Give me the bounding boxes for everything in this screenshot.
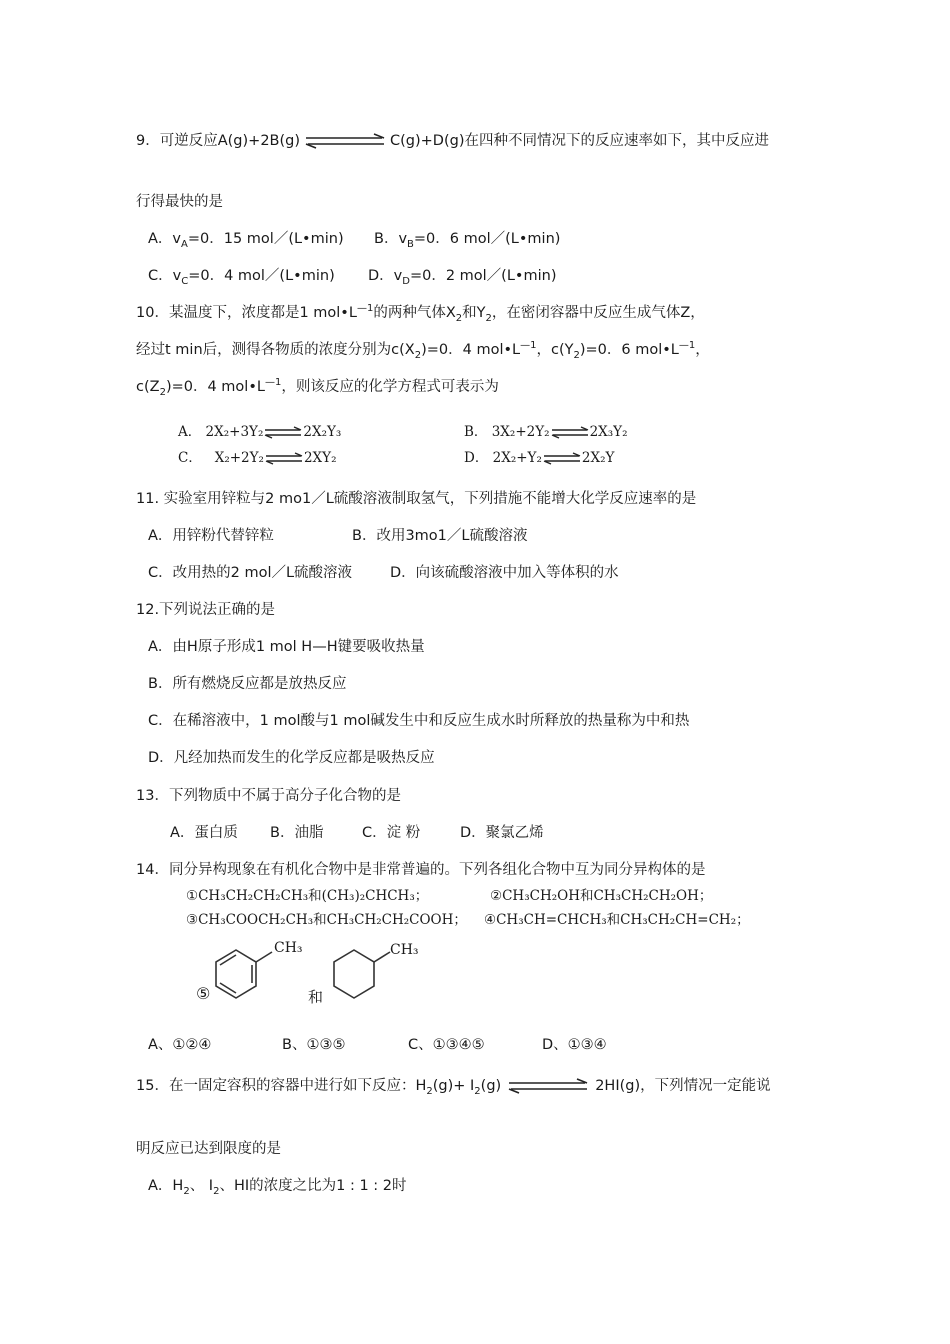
q14-item-2: ②CH₃CH₂OH和CH₃CH₂CH₂OH； [490,888,713,904]
q14-item-4: ④CH₃CH=CHCH₃和CH₃CH₂CH=CH₂； [484,912,750,928]
q10-stem-line1: 10．某温度下，浓度都是1 $mol•L^{—1}$的两种气体$X_2$和$Y_2$，在密闭容器中反应生成气体Z， [136,303,705,324]
q9-stem-continued: 行得最快的是 [136,194,223,210]
q15-stem-line: 15．在一固定容积的容器中进行如下反应：$H_2(g)+ I_2(g)$ 2HI(g)，下列情况一定能说 [136,1078,771,1097]
q14-item-5-number: ⑤ [196,984,211,1003]
equilibrium-arrow-icon [264,452,304,466]
q12-stem: 12.下列说法正确的是 [136,602,276,618]
q10-option-b: B． 3X₂+2Y₂ 2X₃Y₂ [464,424,628,440]
q9-number: 9． [136,133,160,149]
q12-option-c: C．在稀溶液中，1 mol酸与1 mol碱发生中和反应生成水时所释放的热量称为中和热 [148,713,690,729]
q14-option-d: D、①③④ [542,1037,607,1053]
q11-stem: 11. 实验室用锌粒与2 mo1／L硫酸溶液制取氢气，下列措施不能增大化学反应速率的是 [136,491,697,507]
methyl-label-b: CH₃ [390,942,419,958]
q13-option-b: B．油脂 [270,825,324,841]
q9-stem-line [136,131,769,151]
equilibrium-arrow-icon [302,132,388,150]
q14-item-5-and: 和 [308,988,324,1006]
q11-option-b: B．改用3mo1／L硫酸溶液 [352,528,528,544]
q15-stem-continued: 明反应已达到限度的是 [136,1141,281,1157]
q11-option-c: C．改用热的2 mol／L硫酸溶液 [148,565,353,581]
q10-stem-line3: $c(Z_2)=0$．4 $mol•L^{—1}$，则该反应的化学方程式可表示为 [136,377,499,398]
q14-item-3: ③CH₃COOCH₂CH₃和CH₃CH₂CH₂COOH； [186,912,467,928]
q9-stem-pre: 可逆反应A(g)+2B(g) [159,133,301,149]
toluene-ring [216,950,272,998]
q10-option-d: D． 2X₂+Y₂ 2X₂Y [464,450,615,466]
equilibrium-arrow-icon [542,452,582,466]
q9-option-b: B．$v_B=0$．6 mol／(L•min) [374,231,561,250]
methyl-label-a: CH₃ [274,940,303,956]
q15-option-a: A．$H_2$、 $I_2$、HI的浓度之比为1 : 1 : 2时 [148,1178,407,1197]
q13-stem: 13．下列物质中不属于高分子化合物的是 [136,788,401,804]
equilibrium-arrow-icon [263,426,303,440]
q13-option-d: D．聚氯乙烯 [460,825,544,841]
q12-option-a: A．由H原子形成1 mol H—H键要吸收热量 [148,639,425,655]
q12-option-b: B．所有燃烧反应都是放热反应 [148,676,347,692]
q10-option-c: C． X₂+2Y₂ 2XY₂ [178,450,337,466]
q11-option-d: D．向该硫酸溶液中加入等体积的水 [390,565,619,581]
q14-option-a: A、①②④ [148,1037,212,1053]
equilibrium-arrow-icon [550,426,590,440]
q13-option-a: A．蛋白质 [170,825,238,841]
q14-stem: 14．同分异构现象在有机化合物中是非常普遍的。下列各组化合物中互为同分异构体的是 [136,862,706,878]
q9-option-d: D．$v_D=0$．2 mol／(L•min) [368,268,557,287]
q14-option-c: C、①③④⑤ [408,1037,485,1053]
q14-option-b: B、①③⑤ [282,1037,346,1053]
q9-option-c: C．$v_C=0$．4 mol／(L•min) [148,268,335,287]
q9-stem-post: C(g)+D(g)在四种不同情况下的反应速率如下，其中反应进 [390,133,769,149]
q9-option-a: A．$v_A=0$．15 mol／(L•min) [148,231,344,250]
equilibrium-arrow-icon [505,1077,591,1095]
q10-stem-line2: 经过t min后，测得各物质的浓度分别为$c(X_2)=0$．4 $mol•L^{—1}$，$c(Y_2)=0$．6 $mol•L^{—1}$， [136,340,710,361]
q10-option-a: A． 2X₂+3Y₂ 2X₂Y₃ [178,424,342,440]
q12-option-d: D．凡经加热而发生的化学反应都是吸热反应 [148,750,435,766]
cyclohexane-ring [334,950,390,998]
q13-option-c: C．淀 粉 [362,825,421,841]
q14-item-1: ①CH₃CH₂CH₂CH₃和(CH₃)₂CHCH₃； [186,888,429,904]
q14-item-5-structures [194,940,424,1008]
q11-option-a: A．用锌粉代替锌粒 [148,528,274,544]
